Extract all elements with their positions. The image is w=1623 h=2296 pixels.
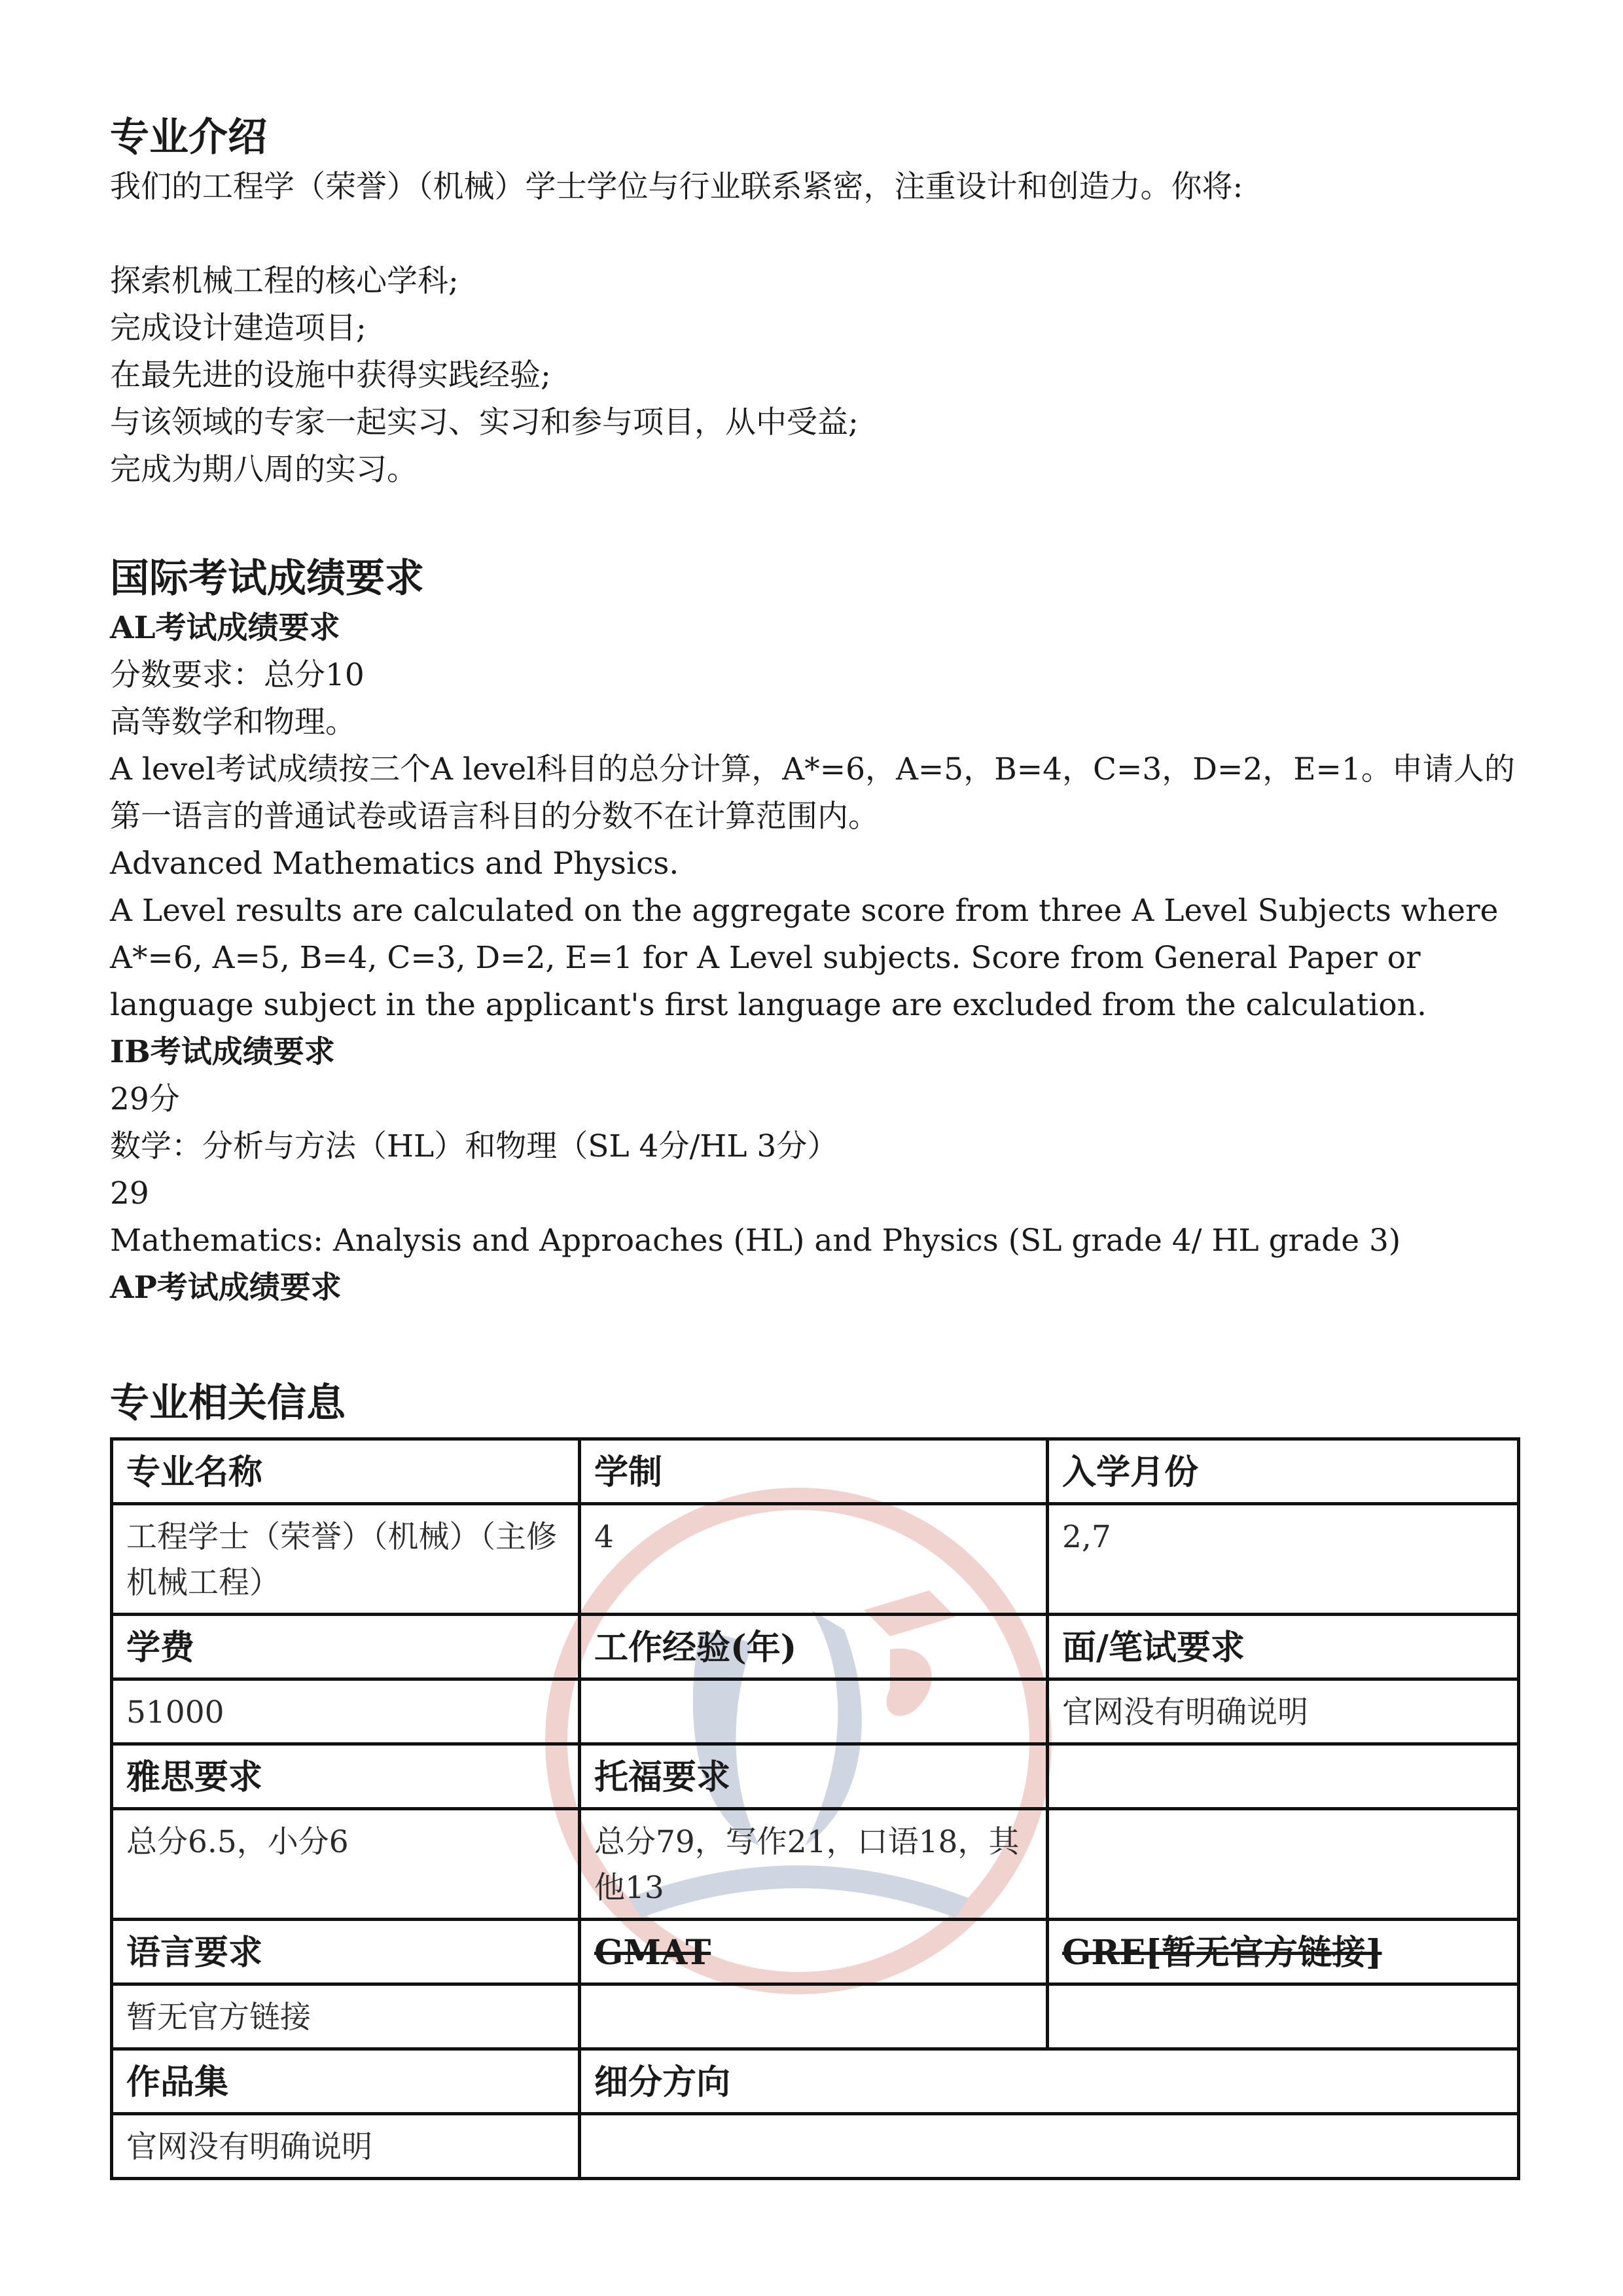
table-row xyxy=(112,1504,1519,1615)
table-row xyxy=(112,2049,1519,2114)
interview-label: 面/笔试要求 xyxy=(1048,1615,1519,1679)
ap-title: AP考试成绩要求 xyxy=(110,1270,342,1306)
table-row xyxy=(112,1615,1519,1679)
al-line: 分数要求：总分10 xyxy=(110,657,365,693)
language-value: 暂无官方链接 xyxy=(112,1984,580,2049)
empty-cell xyxy=(1048,1744,1519,1809)
intro-item: 探索机械工程的核心学科; xyxy=(110,263,459,299)
ielts-label: 雅思要求 xyxy=(112,1744,580,1809)
table-row xyxy=(112,1984,1519,2049)
table-row xyxy=(112,1439,1519,1504)
al-line: A level考试成绩按三个A level科目的总分计算，A*=6，A=5，B=4，C=3，D=2，E=1。申请人的第一语言的普通试卷或语言科目的分数不在计算范围内。 xyxy=(110,751,1515,834)
intro-item: 完成设计建造项目; xyxy=(110,310,366,346)
empty-cell xyxy=(1048,1809,1519,1920)
direction-value xyxy=(580,2114,1519,2179)
gmat-value xyxy=(580,1984,1048,2049)
al-line: 高等数学和物理。 xyxy=(110,704,356,740)
intro-item: 与该领域的专家一起实习、实习和参与项目，从中受益; xyxy=(110,404,859,440)
fee-value: 51000 xyxy=(112,1679,580,1744)
program-name-label: 专业名称 xyxy=(112,1439,580,1504)
language-label: 语言要求 xyxy=(112,1920,580,1984)
document-page xyxy=(110,111,1517,2180)
intro-lead: 我们的工程学（荣誉）（机械）学士学位与行业联系紧密，注重设计和创造力。你将: xyxy=(110,169,1243,205)
table-row xyxy=(112,1920,1519,1984)
info-heading: 专业相关信息 xyxy=(110,1380,346,1426)
table-row xyxy=(112,1809,1519,1920)
program-name-value: 工程学士（荣誉）（机械）（主修机械工程） xyxy=(112,1504,580,1615)
intro-heading: 专业介绍 xyxy=(110,115,267,160)
table-row xyxy=(112,1679,1519,1744)
al-line: A Level results are calculated on the aggregate score from three A Level Subjects where A*=6, A=5, B=4, C=3, D=2, E=1 for A Level subjects. Score from General Paper or language subject in the applicant's first language are excluded from the calculation. xyxy=(110,893,1499,1023)
intake-value: 2,7 xyxy=(1048,1504,1519,1615)
work-experience-value xyxy=(580,1679,1048,1744)
gmat-label: GMAT xyxy=(580,1920,1048,1984)
direction-label: 细分方向 xyxy=(580,2049,1519,2114)
table-row xyxy=(112,2114,1519,2179)
gre-value xyxy=(1048,1984,1519,2049)
duration-label: 学制 xyxy=(580,1439,1048,1504)
ib-line: 29 xyxy=(110,1175,149,1211)
work-experience-label: 工作经验(年) xyxy=(580,1615,1048,1679)
intro-item: 完成为期八周的实习。 xyxy=(110,452,418,488)
ib-line: 数学：分析与方法（HL）和物理（SL 4分/HL 3分） xyxy=(110,1128,838,1164)
table-row xyxy=(112,1744,1519,1809)
intro-item: 在最先进的设施中获得实践经验; xyxy=(110,357,551,393)
toefl-label: 托福要求 xyxy=(580,1744,1048,1809)
toefl-value: 总分79，写作21，口语18，其他13 xyxy=(580,1809,1048,1920)
fee-label: 学费 xyxy=(112,1615,580,1679)
al-line: Advanced Mathematics and Physics. xyxy=(110,846,679,882)
portfolio-label: 作品集 xyxy=(112,2049,580,2114)
exam-heading: 国际考试成绩要求 xyxy=(110,556,424,601)
ib-line: Mathematics: Analysis and Approaches (HL) and Physics (SL grade 4/ HL grade 3) xyxy=(110,1223,1401,1259)
portfolio-value: 官网没有明确说明 xyxy=(112,2114,580,2179)
ib-line: 29分 xyxy=(110,1081,180,1117)
intake-label: 入学月份 xyxy=(1048,1439,1519,1504)
program-info-table xyxy=(110,1437,1520,2180)
duration-value: 4 xyxy=(580,1504,1048,1615)
gre-label: GRE[暂无官方链接] xyxy=(1048,1920,1519,1984)
ib-title: IB考试成绩要求 xyxy=(110,1034,335,1070)
ielts-value: 总分6.5，小分6 xyxy=(112,1809,580,1920)
al-title: AL考试成绩要求 xyxy=(110,610,340,646)
interview-value: 官网没有明确说明 xyxy=(1048,1679,1519,1744)
